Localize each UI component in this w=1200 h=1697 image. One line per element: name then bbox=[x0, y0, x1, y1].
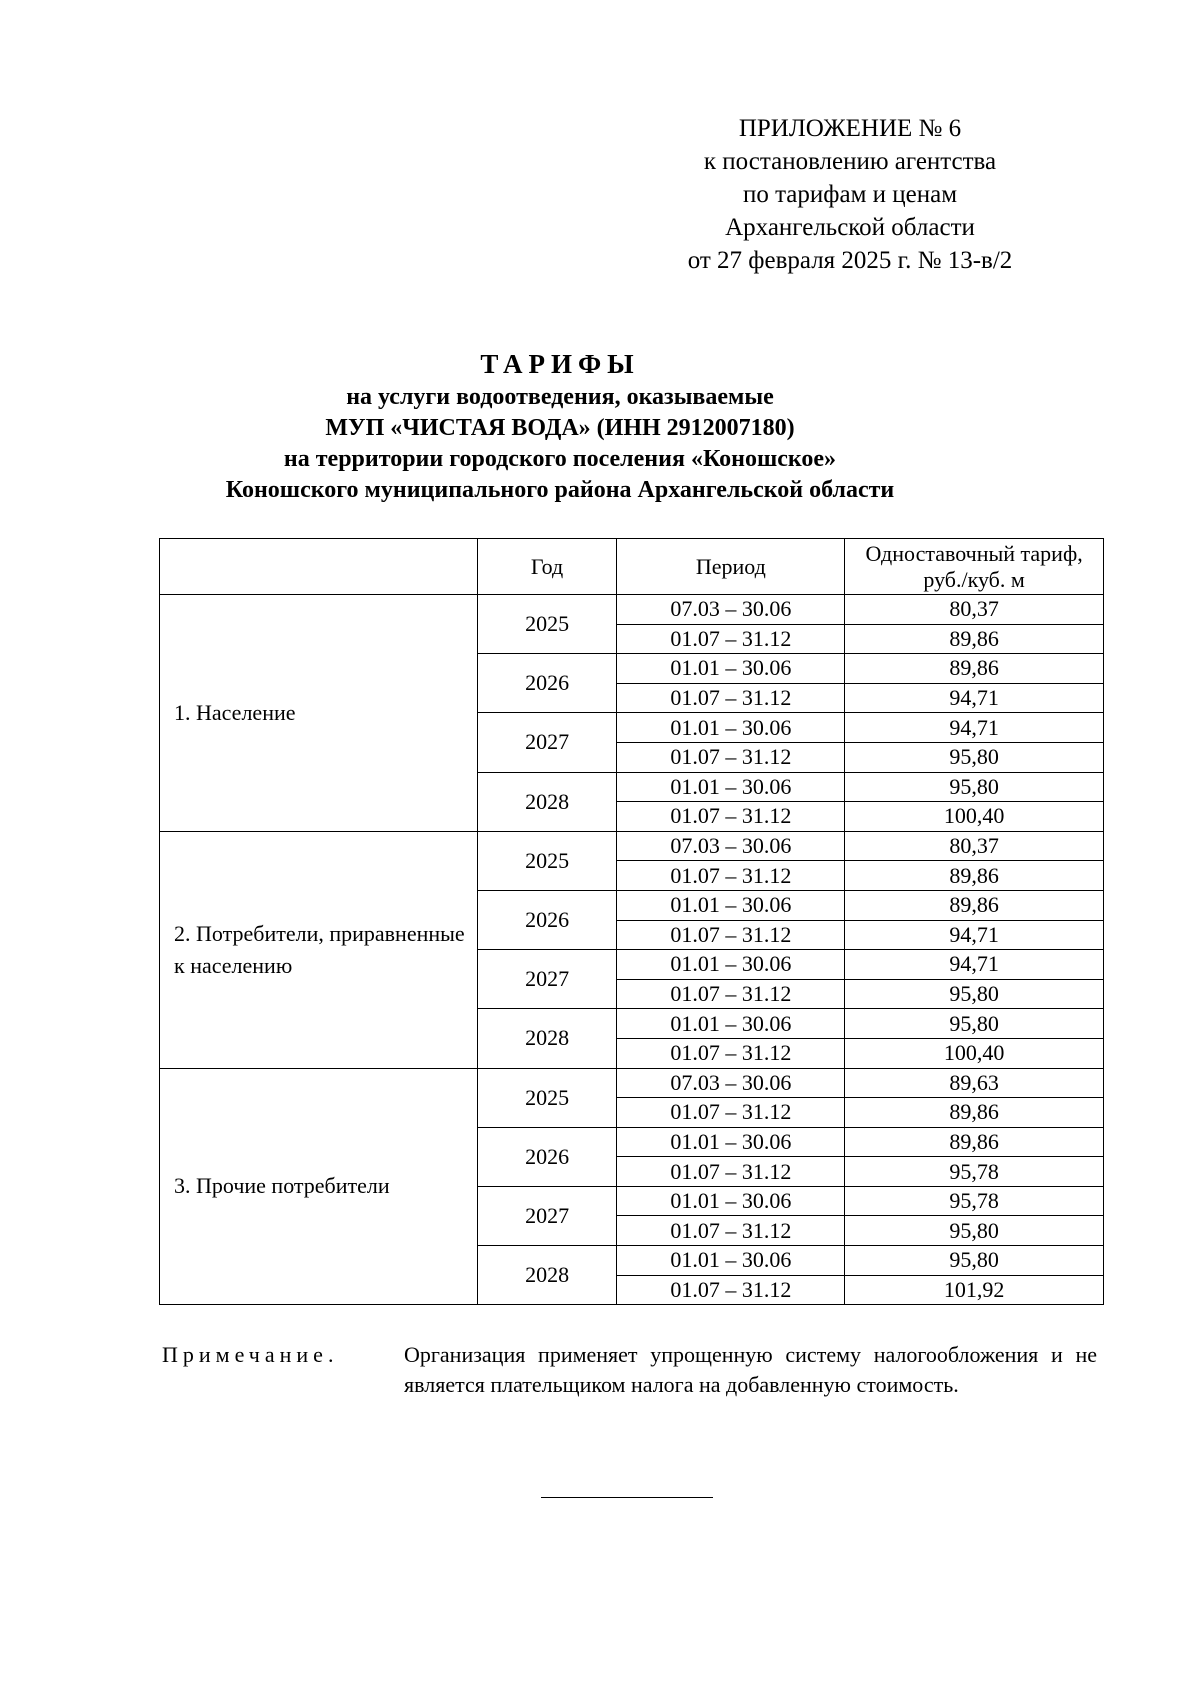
period-cell: 01.07 – 31.12 bbox=[617, 861, 845, 891]
tariff-cell: 94,71 bbox=[845, 683, 1104, 713]
header-year: Год bbox=[477, 539, 617, 595]
tariff-cell: 101,92 bbox=[845, 1275, 1104, 1305]
period-cell: 01.07 – 31.12 bbox=[617, 1038, 845, 1068]
heading-line: МУП «ЧИСТАЯ ВОДА» (ИНН 2912007180) bbox=[325, 415, 795, 441]
tariff-cell: 89,86 bbox=[845, 1127, 1104, 1157]
tariff-cell: 95,80 bbox=[845, 742, 1104, 772]
heading-line: на территории городского поселения «Коношское» bbox=[283, 446, 837, 472]
year-cell: 2027 bbox=[477, 950, 617, 1009]
period-cell: 01.07 – 31.12 bbox=[617, 1216, 845, 1246]
appendix-line: к постановлению агентства bbox=[703, 148, 997, 175]
header-blank bbox=[160, 539, 478, 595]
tariff-table-body bbox=[160, 595, 1104, 1305]
tariff-table bbox=[159, 538, 1104, 1305]
year-cell: 2028 bbox=[477, 772, 617, 831]
year-cell: 2028 bbox=[477, 1246, 617, 1305]
table-header-row bbox=[160, 539, 1104, 595]
period-cell: 01.07 – 31.12 bbox=[617, 1098, 845, 1128]
tariff-cell: 94,71 bbox=[845, 713, 1104, 743]
table-row bbox=[160, 831, 1104, 861]
note-text: Организация применяет упрощенную систему налогообложения и не является плательщиком налога на добавленную стоимость. bbox=[404, 1342, 1097, 1397]
year-cell: 2027 bbox=[477, 713, 617, 772]
appendix-block bbox=[640, 112, 1060, 277]
tariff-cell: 95,78 bbox=[845, 1186, 1104, 1216]
period-cell: 01.01 – 30.06 bbox=[617, 654, 845, 684]
year-cell: 2028 bbox=[477, 1009, 617, 1068]
tariff-cell: 95,80 bbox=[845, 1246, 1104, 1276]
period-cell: 07.03 – 30.06 bbox=[617, 1068, 845, 1098]
heading-line: на услуги водоотведения, оказываемые bbox=[346, 384, 774, 410]
period-cell: 01.07 – 31.12 bbox=[617, 920, 845, 950]
appendix-line: Архангельской области bbox=[725, 214, 975, 241]
year-cell: 2025 bbox=[477, 1068, 617, 1127]
period-cell: 01.01 – 30.06 bbox=[617, 772, 845, 802]
period-cell: 01.01 – 30.06 bbox=[617, 950, 845, 980]
tariff-cell: 80,37 bbox=[845, 595, 1104, 625]
year-cell: 2026 bbox=[477, 1127, 617, 1186]
header-tariff-line: Одноставочный тариф, bbox=[865, 540, 1083, 566]
header-period: Период bbox=[617, 539, 845, 595]
period-cell: 01.01 – 30.06 bbox=[617, 1246, 845, 1276]
year-cell: 2025 bbox=[477, 831, 617, 890]
period-cell: 01.01 – 30.06 bbox=[617, 1127, 845, 1157]
tariff-cell: 89,86 bbox=[845, 861, 1104, 891]
period-cell: 01.07 – 31.12 bbox=[617, 624, 845, 654]
appendix-line: по тарифам и ценам bbox=[742, 181, 958, 208]
tariff-cell: 89,86 bbox=[845, 654, 1104, 684]
heading-line: Коношского муниципального района Архангельской области bbox=[225, 477, 895, 503]
tariff-cell: 95,80 bbox=[845, 979, 1104, 1009]
period-cell: 01.07 – 31.12 bbox=[617, 979, 845, 1009]
period-cell: 01.01 – 30.06 bbox=[617, 1009, 845, 1039]
period-cell: 01.01 – 30.06 bbox=[617, 713, 845, 743]
header-tariff bbox=[845, 539, 1104, 595]
tariff-cell: 89,63 bbox=[845, 1068, 1104, 1098]
consumer-group-cell: 2. Потребители, приравненные к населению bbox=[160, 831, 478, 1068]
period-cell: 01.07 – 31.12 bbox=[617, 1157, 845, 1187]
closing-divider bbox=[541, 1497, 713, 1498]
period-cell: 07.03 – 30.06 bbox=[617, 595, 845, 625]
tariff-cell: 100,40 bbox=[845, 1038, 1104, 1068]
year-cell: 2026 bbox=[477, 890, 617, 949]
period-cell: 01.07 – 31.12 bbox=[617, 683, 845, 713]
appendix-number: ПРИЛОЖЕНИЕ № 6 bbox=[738, 115, 962, 142]
tariff-cell: 94,71 bbox=[845, 950, 1104, 980]
document-heading bbox=[130, 346, 990, 506]
table-row bbox=[160, 595, 1104, 625]
year-cell: 2027 bbox=[477, 1186, 617, 1245]
tariff-cell: 100,40 bbox=[845, 802, 1104, 832]
tariff-cell: 95,80 bbox=[845, 1009, 1104, 1039]
tariff-cell: 95,80 bbox=[845, 772, 1104, 802]
tariff-cell: 89,86 bbox=[845, 890, 1104, 920]
consumer-group-cell: 1. Население bbox=[160, 595, 478, 832]
year-cell: 2026 bbox=[477, 654, 617, 713]
tariff-cell: 89,86 bbox=[845, 624, 1104, 654]
period-cell: 07.03 – 30.06 bbox=[617, 831, 845, 861]
tariff-cell: 95,78 bbox=[845, 1157, 1104, 1187]
tariff-cell: 89,86 bbox=[845, 1098, 1104, 1128]
tariff-cell: 95,80 bbox=[845, 1216, 1104, 1246]
period-cell: 01.07 – 31.12 bbox=[617, 1275, 845, 1305]
consumer-group-cell: 3. Прочие потребители bbox=[160, 1068, 478, 1305]
appendix-date: от 27 февраля 2025 г. № 13-в/2 bbox=[687, 247, 1013, 274]
tariff-cell: 80,37 bbox=[845, 831, 1104, 861]
header-tariff-unit: руб./куб. м bbox=[923, 566, 1025, 592]
table-row bbox=[160, 1068, 1104, 1098]
period-cell: 01.01 – 30.06 bbox=[617, 890, 845, 920]
period-cell: 01.07 – 31.12 bbox=[617, 802, 845, 832]
tariff-cell: 94,71 bbox=[845, 920, 1104, 950]
period-cell: 01.07 – 31.12 bbox=[617, 742, 845, 772]
page-title: ТАРИФЫ bbox=[480, 349, 640, 379]
note-label: Примечание. bbox=[162, 1342, 339, 1367]
period-cell: 01.01 – 30.06 bbox=[617, 1186, 845, 1216]
year-cell: 2025 bbox=[477, 595, 617, 654]
